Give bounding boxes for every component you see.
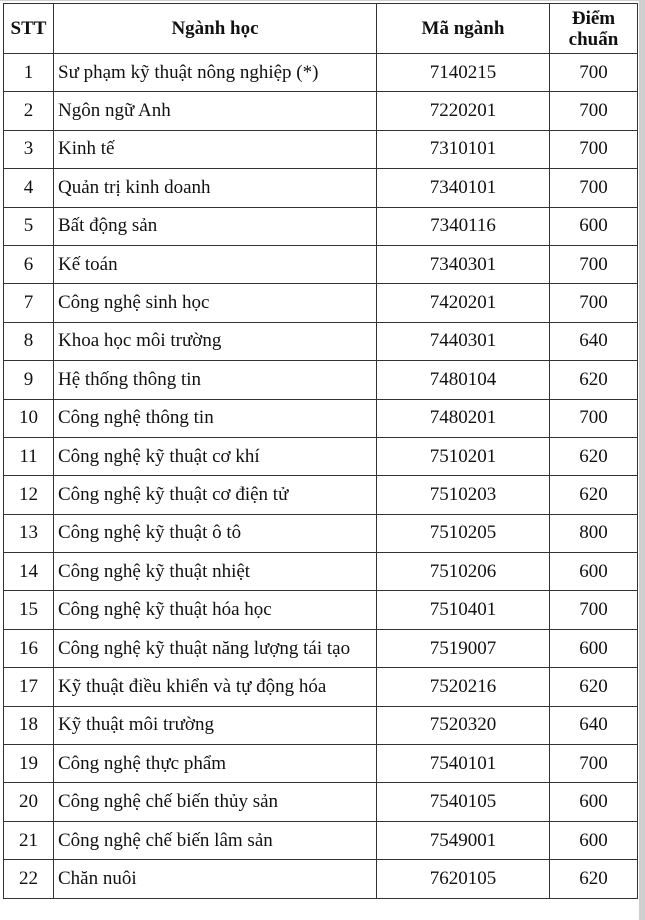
row-score: 700 [550, 245, 638, 283]
row-code: 7549001 [377, 821, 550, 859]
header-score-line1: Điểm [571, 7, 616, 29]
row-stt: 19 [4, 745, 54, 783]
row-major: Kế toán [54, 245, 377, 283]
row-score: 640 [550, 706, 638, 744]
row-score: 640 [550, 322, 638, 360]
admission-score-table [3, 3, 638, 899]
row-major: Công nghệ sinh học [54, 284, 377, 322]
table-row [4, 54, 638, 92]
table-row [4, 629, 638, 667]
row-code: 7140215 [377, 54, 550, 92]
table-row [4, 399, 638, 437]
header-major: Ngành học [54, 4, 377, 54]
row-stt: 7 [4, 284, 54, 322]
row-score: 620 [550, 668, 638, 706]
row-code: 7220201 [377, 92, 550, 130]
row-major: Công nghệ chế biến thủy sản [54, 783, 377, 821]
row-major: Hệ thống thông tin [54, 361, 377, 399]
row-code: 7519007 [377, 629, 550, 667]
row-major: Kỹ thuật điều khiển và tự động hóa [54, 668, 377, 706]
header-row [4, 4, 638, 54]
row-stt: 4 [4, 169, 54, 207]
header-stt: STT [4, 4, 54, 54]
table-row [4, 476, 638, 514]
row-major: Chăn nuôi [54, 860, 377, 898]
row-major: Sư phạm kỹ thuật nông nghiệp (*) [54, 54, 377, 92]
table-row [4, 322, 638, 360]
row-major: Bất động sản [54, 207, 377, 245]
table-row [4, 169, 638, 207]
row-major: Khoa học môi trường [54, 322, 377, 360]
header-score [550, 4, 638, 54]
row-stt: 5 [4, 207, 54, 245]
row-code: 7620105 [377, 860, 550, 898]
table-row [4, 706, 638, 744]
row-major: Công nghệ thực phẩm [54, 745, 377, 783]
row-major: Ngôn ngữ Anh [54, 92, 377, 130]
table-row [4, 361, 638, 399]
row-code: 7510203 [377, 476, 550, 514]
row-code: 7440301 [377, 322, 550, 360]
row-code: 7510201 [377, 437, 550, 475]
row-stt: 20 [4, 783, 54, 821]
row-score: 700 [550, 92, 638, 130]
row-code: 7540101 [377, 745, 550, 783]
row-stt: 21 [4, 821, 54, 859]
row-stt: 22 [4, 860, 54, 898]
row-score: 700 [550, 54, 638, 92]
row-stt: 14 [4, 553, 54, 591]
row-stt: 3 [4, 130, 54, 168]
row-code: 7520320 [377, 706, 550, 744]
row-score: 620 [550, 361, 638, 399]
row-code: 7420201 [377, 284, 550, 322]
row-major: Quản trị kinh doanh [54, 169, 377, 207]
row-score: 700 [550, 591, 638, 629]
row-stt: 15 [4, 591, 54, 629]
row-score: 700 [550, 745, 638, 783]
row-major: Kinh tế [54, 130, 377, 168]
row-score: 700 [550, 399, 638, 437]
row-score: 620 [550, 860, 638, 898]
row-stt: 17 [4, 668, 54, 706]
table-row [4, 668, 638, 706]
row-major: Công nghệ kỹ thuật nhiệt [54, 553, 377, 591]
row-major: Kỹ thuật môi trường [54, 706, 377, 744]
header-score-line2: chuẩn [568, 28, 619, 50]
table-row [4, 553, 638, 591]
row-score: 700 [550, 284, 638, 322]
row-code: 7520216 [377, 668, 550, 706]
row-code: 7540105 [377, 783, 550, 821]
row-score: 800 [550, 514, 638, 552]
row-stt: 2 [4, 92, 54, 130]
row-major: Công nghệ kỹ thuật cơ khí [54, 437, 377, 475]
row-score: 700 [550, 169, 638, 207]
row-major: Công nghệ kỹ thuật hóa học [54, 591, 377, 629]
header-code: Mã ngành [377, 4, 550, 54]
row-score: 600 [550, 783, 638, 821]
row-major: Công nghệ thông tin [54, 399, 377, 437]
row-score: 600 [550, 629, 638, 667]
row-code: 7340301 [377, 245, 550, 283]
table-row [4, 514, 638, 552]
row-code: 7480104 [377, 361, 550, 399]
row-score: 600 [550, 821, 638, 859]
table-row [4, 591, 638, 629]
table-row [4, 860, 638, 898]
row-code: 7510205 [377, 514, 550, 552]
table-header [4, 4, 638, 54]
table-row [4, 437, 638, 475]
row-code: 7310101 [377, 130, 550, 168]
table-row [4, 92, 638, 130]
row-score: 700 [550, 130, 638, 168]
row-stt: 11 [4, 437, 54, 475]
row-stt: 13 [4, 514, 54, 552]
row-code: 7340116 [377, 207, 550, 245]
table-row [4, 284, 638, 322]
row-stt: 1 [4, 54, 54, 92]
row-stt: 8 [4, 322, 54, 360]
row-stt: 10 [4, 399, 54, 437]
table-body [4, 54, 638, 899]
row-stt: 6 [4, 245, 54, 283]
row-major: Công nghệ kỹ thuật cơ điện tử [54, 476, 377, 514]
row-major: Công nghệ chế biến lâm sản [54, 821, 377, 859]
row-score: 600 [550, 207, 638, 245]
table-row [4, 207, 638, 245]
row-stt: 9 [4, 361, 54, 399]
row-stt: 16 [4, 629, 54, 667]
row-code: 7510206 [377, 553, 550, 591]
row-score: 600 [550, 553, 638, 591]
row-score: 620 [550, 476, 638, 514]
table-row [4, 821, 638, 859]
table-row [4, 745, 638, 783]
row-code: 7340101 [377, 169, 550, 207]
table-row [4, 130, 638, 168]
row-stt: 12 [4, 476, 54, 514]
row-code: 7510401 [377, 591, 550, 629]
table-row [4, 783, 638, 821]
row-stt: 18 [4, 706, 54, 744]
row-code: 7480201 [377, 399, 550, 437]
table-row [4, 245, 638, 283]
row-score: 620 [550, 437, 638, 475]
row-major: Công nghệ kỹ thuật năng lượng tái tạo [54, 629, 377, 667]
row-major: Công nghệ kỹ thuật ô tô [54, 514, 377, 552]
